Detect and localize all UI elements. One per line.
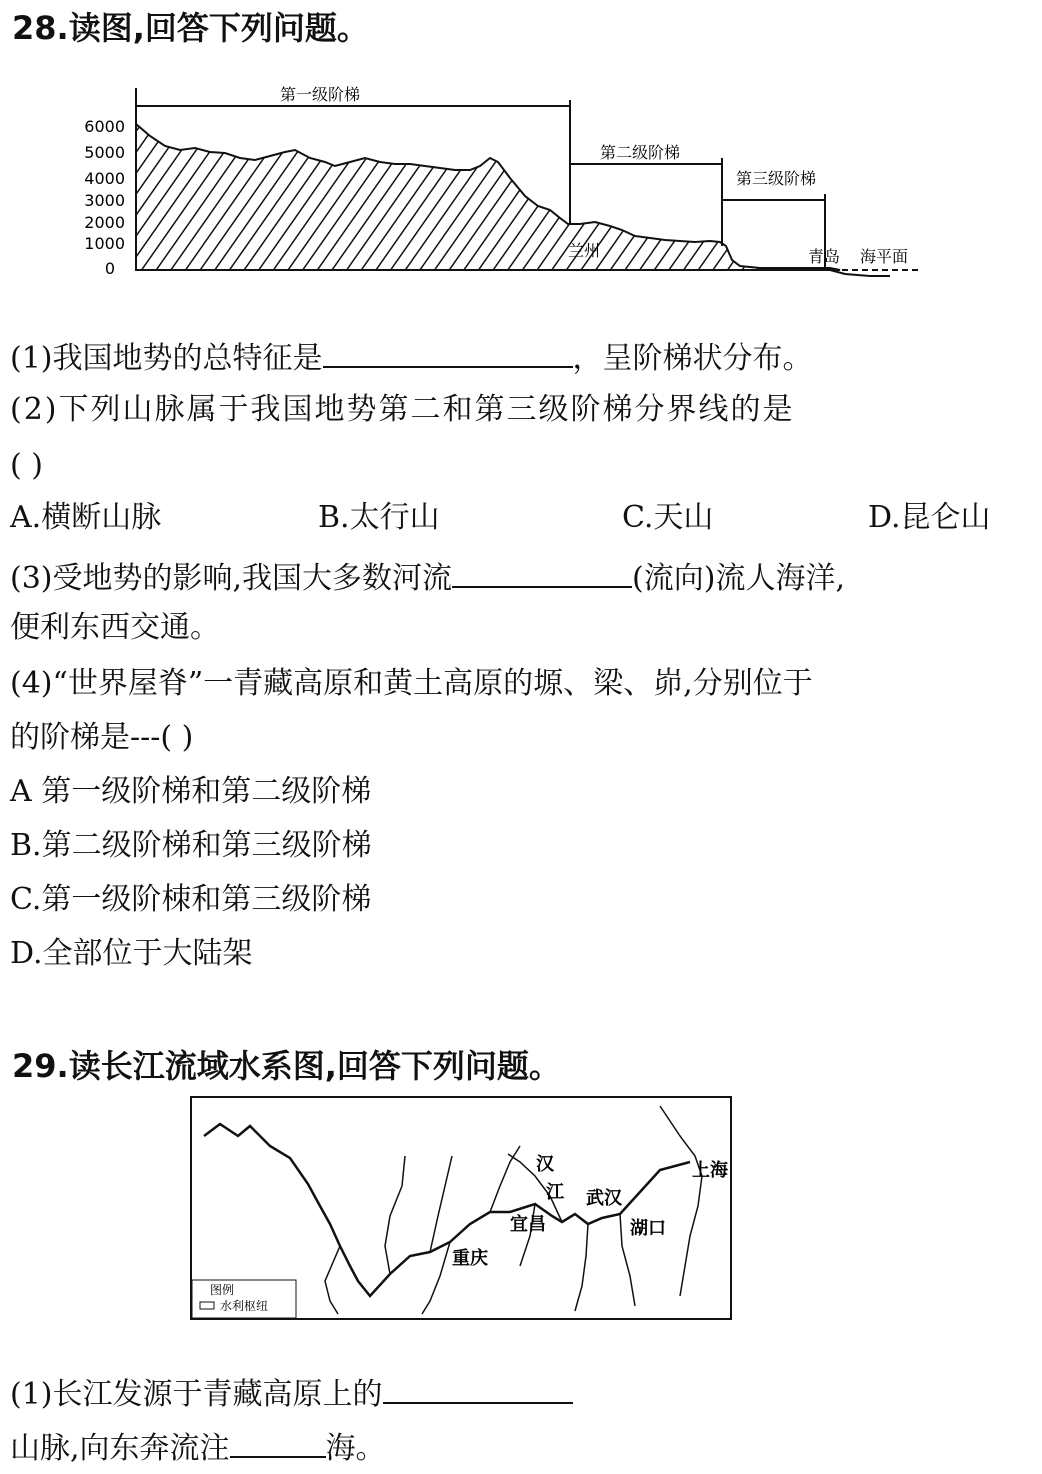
legend-item: 水利枢纽 — [220, 1299, 269, 1313]
step2-label: 第二级阶梯 — [599, 143, 681, 162]
q28-part1-text-after: ，呈阶梯状分布。 — [572, 341, 813, 376]
terrain-profile-figure — [70, 78, 940, 288]
q28-part3-line2: 便利东西交通。 — [10, 610, 220, 645]
y-tick-5000: 5000 — [84, 143, 125, 162]
q29-title: 29.读长江流域水系图,回答下列问题。 — [12, 1047, 561, 1085]
sea-level-label: 海平面 — [860, 247, 909, 266]
terrain-profile — [136, 124, 840, 270]
step1-label: 第一级阶梯 — [279, 85, 361, 104]
label-hukou: 湖口 — [630, 1218, 666, 1239]
q28-part4-line1: (4)“世界屋脊”一青藏高原和黄土高原的塬、梁、峁,分别位于 — [10, 666, 813, 701]
q28-part1 — [10, 336, 813, 379]
y-tick-4000: 4000 — [84, 169, 125, 188]
q28-part4-option-d[interactable]: D.全部位于大陆架 — [10, 936, 253, 971]
q28-part4-option-b[interactable]: B.第二级阶梯和第三级阶梯 — [10, 828, 372, 863]
q29-part1-line2 — [10, 1426, 386, 1469]
y-tick-2000: 2000 — [84, 213, 125, 232]
q29-part1-line2-after: 海。 — [325, 1431, 386, 1466]
step3-label: 第三级阶梯 — [735, 169, 817, 188]
q28-part3-text-before: (3)受地势的影响,我国大多数河流 — [10, 561, 453, 596]
q28-part2-option-c[interactable]: C.天山 — [622, 500, 714, 535]
legend-title: 图例 — [210, 1283, 235, 1297]
y-tick-6000: 6000 — [84, 117, 125, 136]
y-tick-1000: 1000 — [84, 234, 125, 253]
q29-part1-line1 — [10, 1372, 573, 1415]
label-wuhan: 武汉 — [586, 1188, 622, 1209]
q28-part4-option-a[interactable]: A 第一级阶梯和第二级阶梯 — [10, 774, 372, 809]
label-hanjiang-1: 汉 — [536, 1154, 554, 1175]
q29-part1-text: (1)长江发源于青藏高原上的 — [10, 1377, 383, 1412]
q28-part3-blank[interactable] — [452, 556, 632, 588]
q28-part1-text-before: (1)我国地势的总特征是 — [10, 341, 323, 376]
label-chongqing: 重庆 — [452, 1248, 488, 1269]
q28-part1-blank[interactable] — [323, 336, 573, 368]
q29-sea-blank[interactable] — [230, 1426, 326, 1458]
q28-part2-line1: (2)下列山脉属于我国地势第二和第三级阶梯分界线的是 — [10, 392, 795, 427]
place-qingdao: 青岛 — [808, 247, 841, 266]
q28-part4-line2[interactable]: 的阶梯是---( ) — [10, 720, 194, 755]
yangtze-basin-map — [190, 1096, 732, 1320]
q28-part2-option-d[interactable]: D.昆仑山 — [868, 500, 991, 535]
q28-part2-option-b[interactable]: B.太行山 — [318, 500, 440, 535]
hydro-hub-icon — [200, 1302, 214, 1309]
q28-part2-answer-paren[interactable]: ( ) — [10, 448, 43, 483]
label-hanjiang-2: 江 — [546, 1182, 564, 1203]
place-lanzhou: 兰州 — [568, 241, 601, 260]
q29-part1-line2-before: 山脉,向东奔流注 — [10, 1431, 230, 1466]
q28-part3-text-after: (流向)流人海洋, — [632, 561, 845, 596]
q28-part2-option-a[interactable]: A.横断山脉 — [10, 500, 162, 535]
q28-part4-option-c[interactable]: C.第一级阶栜和第三级阶梯 — [10, 882, 372, 917]
q29-part1-blank[interactable] — [383, 1372, 573, 1404]
q28-part3 — [10, 556, 845, 599]
label-yichang: 宜昌 — [510, 1214, 546, 1235]
y-tick-3000: 3000 — [84, 191, 125, 210]
q28-title: 28.读图,回答下列问题。 — [12, 9, 369, 47]
label-shanghai: 上海 — [692, 1160, 728, 1181]
y-tick-0: 0 — [104, 259, 115, 278]
